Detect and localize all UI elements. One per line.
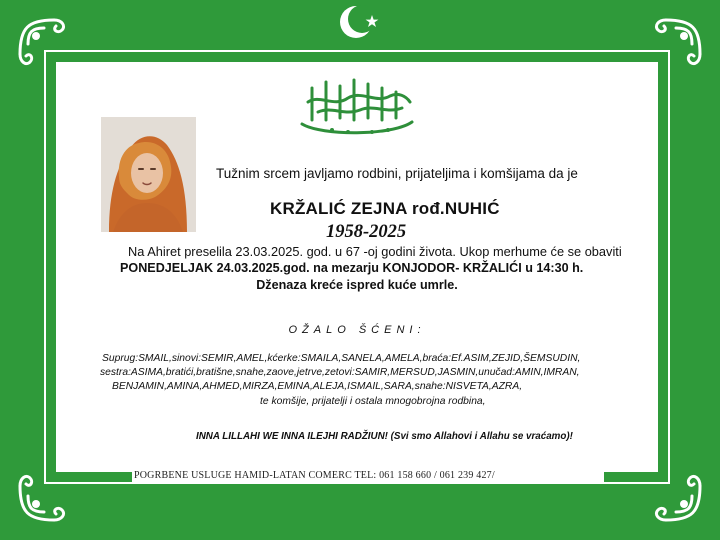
crescent-star-icon: [336, 2, 384, 42]
life-years: 1958-2025: [326, 222, 407, 242]
announcement-line-2: PONEDJELJAK 24.03.2025.god. na mezarju KONJODOR- KRŽALIĆI u 14:30 h.: [120, 261, 584, 275]
announcement-line-3: Dženaza kreće ispred kuće umrle.: [256, 278, 458, 292]
mourners-list: [102, 352, 654, 409]
mourners-heading: OŽALO ŠĆENI:: [288, 324, 426, 336]
funeral-service-footer: POGRBENE USLUGE HAMID-LATAN COMERC TEL: 061 158 660 / 061 239 427/: [132, 470, 604, 484]
prayer-text: INNA LILLAHI WE INNA ILEJHI RADŽIUN! (Svi smo Allahovi i Allahu se vraćamo)!: [196, 431, 573, 442]
mourners-line: Suprug:SMAIL,sinovi:SEMIR,AMEL,kćerke:SMAILA,SANELA,AMELA,braća:Ef.ASIM,ZEJID,ŠEMSUDIN,: [102, 353, 581, 364]
announcement-line-1: Na Ahiret preselila 23.03.2025. god. u 67 -oj godini života. Ukop merhume će se obaviti: [128, 244, 622, 259]
mourners-line: sestra:ASIMA,bratići,bratišne,snahe,zaove,jetrve,zetovi:SAMIR,MERSUD,JASMIN,unučad:AMIN,IMRAN,: [100, 367, 580, 379]
portrait-photo: [101, 117, 196, 232]
mourners-line: te komšije, prijatelji i ostala mnogobrojna rodbina,: [260, 395, 486, 407]
intro-text: Tužnim srcem javljamo rodbini, prijateljima i komšijama da je: [216, 166, 578, 181]
notice-card: [56, 62, 658, 472]
arabic-calligraphy-icon: [282, 72, 432, 142]
mourners-line: BENJAMIN,AMINA,AHMED,MIRZA,EMINA,ALEJA,ISMAIL,SARA,snahe:NISVETA,AZRA,: [112, 381, 523, 393]
deceased-name: KRŽALIĆ ZEJNA rođ.NUHIĆ: [270, 199, 500, 218]
